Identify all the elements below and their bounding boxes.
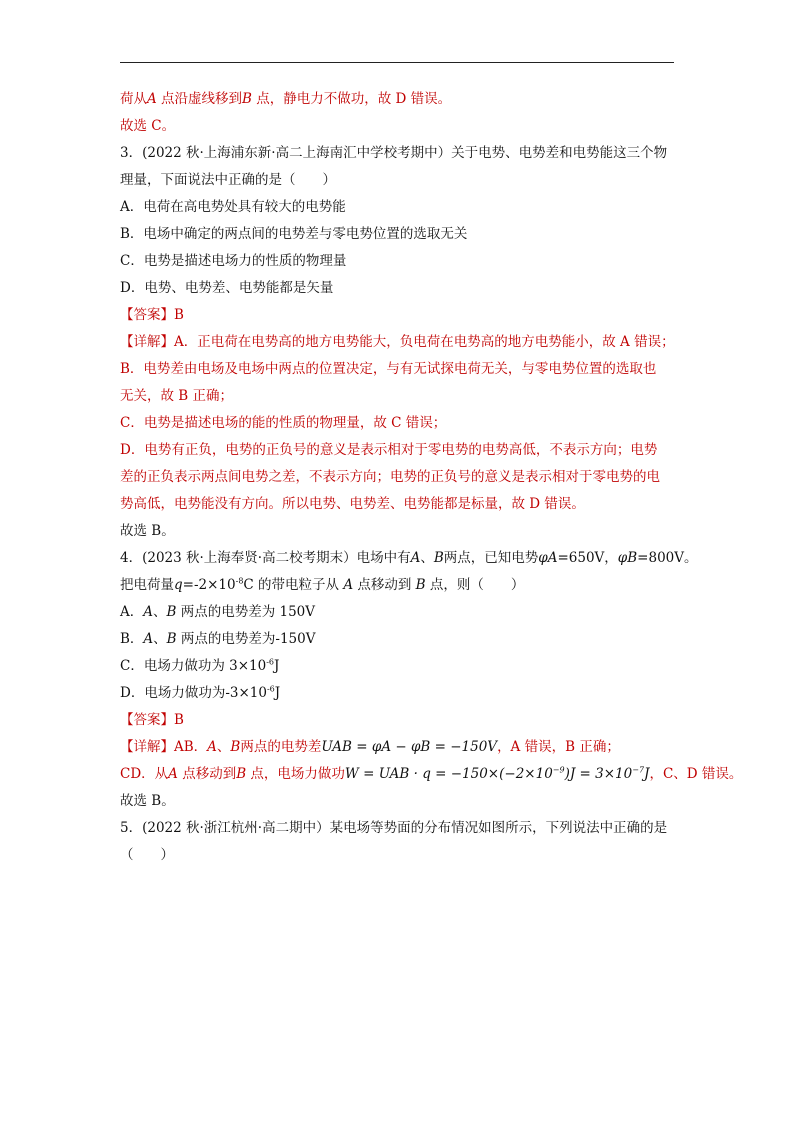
q3-detail-line6: 差的正负表示两点间电势之差，不表示方向；电势的正负号的意义是表示相对于零电势的电 xyxy=(120,469,660,485)
q4-stem-line2: 把电荷量$q=-2\times 10^{-8}C$ 的带电粒子从 A 点移动到 B 点，则（ ） xyxy=(120,576,525,593)
q4-detail-line2: CD．从A 点移动到B 点，电场力做功W = UAB · $q = -150\times(-2\times 10^{-9})J = 3\times 10^{-7}J$，C、D 错误。 xyxy=(120,765,743,782)
q3-detail-line7: 势高低，电势能没有方向。所以电势、电势差、电势能都是标量，故 D 错误。 xyxy=(120,496,585,512)
q3-option-d: D．电势、电势差、电势能都是矢量 xyxy=(120,280,334,296)
q4-option-a: A．A、B 两点的电势差为 150V xyxy=(120,604,316,620)
q3-stem-line2: 理量，下面说法中正确的是（ ） xyxy=(120,172,336,188)
q5-stem-line2: （ ） xyxy=(120,847,174,863)
q4-conclusion: 故选 B。 xyxy=(120,793,175,809)
q4-detail-line1: 【详解】AB．A、B两点的电势差UAB = φA − φB = −150V，A 错误，B 正确； xyxy=(120,739,620,755)
q5-stem-line1: 5．(2022 秋·浙江杭州·高二期中）某电场等势面的分布情况如图所示，下列说法中正确的是 xyxy=(120,820,668,836)
q3-option-b: B．电场中确定的两点间的电势差与零电势位置的选取无关 xyxy=(120,226,468,242)
q2-tail-line: 荷从A 点沿虚线移到B 点，静电力不做功，故 D 错误。 xyxy=(120,91,452,107)
q3-detail-line2: B．电势差由电场及电场中两点的位置决定，与有无试探电荷无关，与零电势位置的选取也 xyxy=(120,361,657,377)
q4-stem-line1: 4．(2023 秋·上海奉贤·高二校考期末）电场中有A、B两点，已知电势φA=650V，φB=800V。 xyxy=(120,550,698,566)
q4-formula-work: W = UAB · $q = -150\times(-2\times 10^{-9})J = 3\times 10^{-7}J$ xyxy=(344,765,650,782)
q4-option-d: D．电场力做功为$-3\times 10^{-6}J$ xyxy=(120,684,281,701)
q3-detail-line5: D．电势有正负，电势的正负号的意义是表示相对于零电势的电势高低，不表示方向；电势 xyxy=(120,442,658,458)
q3-conclusion: 故选 B。 xyxy=(120,523,175,539)
document-body xyxy=(120,86,743,869)
q3-stem-line1: 3．(2022 秋·上海浦东新·高二上海南汇中学校考期中）关于电势、电势差和电势能这三个物 xyxy=(120,145,668,161)
q2-conclusion: 故选 C。 xyxy=(120,118,176,134)
q3-answer: 【答案】B xyxy=(120,307,184,323)
q3-option-c: C．电势是描述电场力的性质的物理量 xyxy=(120,253,347,269)
header-rule xyxy=(120,62,674,63)
q3-detail-line1: 【详解】A．正电荷在电势高的地方电势能大，负电荷在电势高的地方电势能小，故 A 错误； xyxy=(120,334,675,350)
q3-detail-line3: 无关，故 B 正确； xyxy=(120,388,234,404)
q3-option-a: A．电荷在高电势处具有较大的电势能 xyxy=(120,199,346,215)
q4-option-c: C．电场力做功为 $3\times 10^{-6}J$ xyxy=(120,657,280,674)
q3-detail-line4: C．电势是描述电场的能的性质的物理量，故 C 错误； xyxy=(120,415,447,431)
q4-formula-uab: UAB = φA − φB = −150V xyxy=(321,739,498,755)
q4-option-b: B．A、B 两点的电势差为-150V xyxy=(120,631,316,647)
q4-answer: 【答案】B xyxy=(120,712,184,728)
